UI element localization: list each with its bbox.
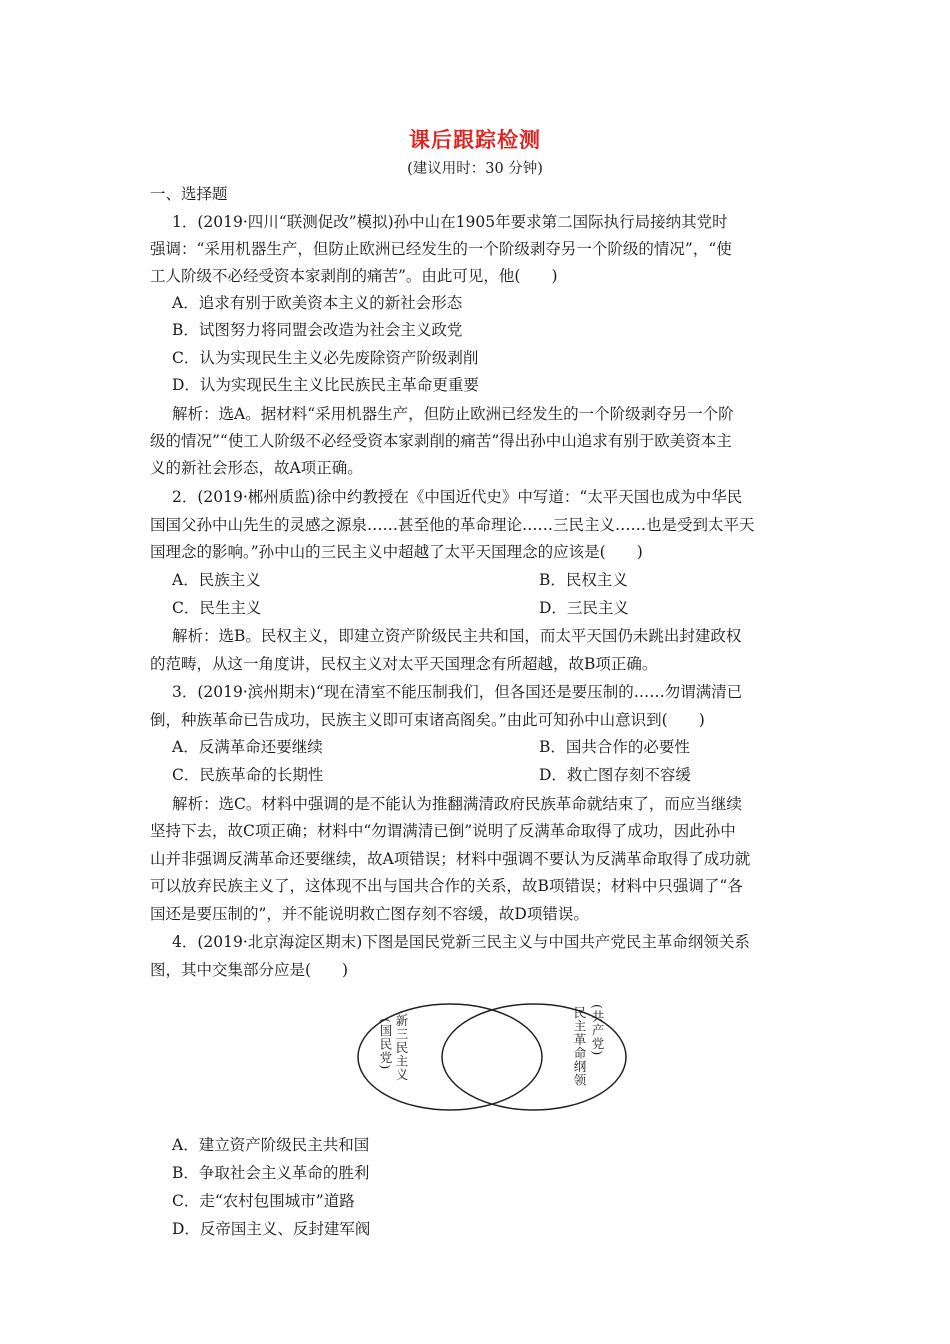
question-3-line: 3．(2019·滨州期末)“现在清室不能压制我们，但各国还是要压制的……勿谓满清已 [172, 683, 743, 701]
question-3-analysis: 可以放弃民族主义了，这体现不出与国共合作的关系，故B项错误；材料中只强调了“各 [150, 877, 743, 895]
question-2-analysis: 解析：选B。民权主义，即建立资产阶级民主共和国，而太平天国仍未跳出封建政权 [172, 627, 742, 645]
question-1-line: 1．(2019·四川“联测促改”模拟)孙中山在1905年要求第二国际执行局接纳其党时 [172, 213, 728, 231]
page-title: 课后跟踪检测 [409, 127, 541, 152]
question-3-analysis: 解析：选C。材料中强调的是不能认为推翻满清政府民族革命就结束了，而应当继续 [172, 795, 742, 813]
page-subtitle: (建议用时：30 分钟) [407, 161, 543, 177]
question-2-option-c: C．民生主义 [172, 599, 262, 617]
question-1-option-c: C．认为实现民生主义必先废除资产阶级剥削 [172, 349, 479, 367]
question-3-analysis: 坚持下去，故C项正确；材料中“勿谓满清已倒”说明了反满革命取得了成功，因此孙中 [150, 822, 736, 840]
question-4-line: 4．(2019·北京海淀区期末)下图是国民党新三民主义与中国共产党民主革命纲领关系 [172, 933, 750, 951]
question-1-analysis: 级的情况”“使工人阶级不必经受资本家剥削的痛苦”得出孙中山追求有别于欧美资本主 [150, 432, 732, 450]
question-4-option-b: B．争取社会主义革命的胜利 [172, 1164, 370, 1182]
question-1-option-b: B．试图努力将同盟会改造为社会主义政党 [172, 321, 463, 339]
question-2-option-d: D．三民主义 [539, 599, 629, 617]
question-4-option-d: D．反帝国主义、反封建军阀 [172, 1220, 371, 1238]
question-3-option-b: B．国共合作的必要性 [539, 738, 690, 756]
question-2-option-b: B．民权主义 [539, 571, 628, 589]
venn-left-sublabel: (国民党) [378, 1018, 393, 1071]
question-4-line: 图，其中交集部分应是( ) [150, 961, 349, 979]
question-1-line: 工人阶级不必经受资本家剥削的痛苦”。由此可见，他( ) [150, 267, 558, 285]
question-4-option-c: C．走“农村包围城市”道路 [172, 1192, 355, 1210]
question-1-option-d: D．认为实现民生主义比民族民主革命更重要 [172, 376, 479, 394]
question-3-option-c: C．民族革命的长期性 [172, 766, 324, 784]
venn-left-label: 新三民主义 [394, 1014, 409, 1082]
question-4-option-a: A．建立资产阶级民主共和国 [172, 1136, 370, 1154]
question-2-line: 国理念的影响。”孙中山的三民主义中超越了太平天国理念的应该是( ) [150, 543, 643, 561]
question-1-analysis: 义的新社会形态，故A项正确。 [150, 459, 363, 477]
question-2-line: 国国父孙中山先生的灵感之源泉……甚至他的革命理论……三民主义……也是受到太平天 [150, 516, 755, 534]
question-3-option-a: A．反满革命还要继续 [172, 738, 323, 756]
question-3-option-d: D．救亡图存刻不容缓 [539, 766, 691, 784]
venn-right-sublabel: (共产党) [590, 1004, 605, 1057]
question-1-line: 强调：“采用机器生产，但防止欧洲已经发生的一个阶级剥夺另一个阶级的情况”，“使 [150, 240, 732, 258]
question-2-option-a: A．民族主义 [172, 571, 261, 589]
question-2-analysis: 的范畴，从这一角度讲，民权主义对太平天国理念有所超越，故B项正确。 [150, 655, 658, 673]
question-1-option-a: A．追求有别于欧美资本主义的新社会形态 [172, 294, 463, 312]
venn-diagram [352, 1000, 632, 1115]
venn-right-label: 民主革命纲领 [572, 1006, 587, 1087]
question-3-analysis: 山并非强调反满革命还要继续，故A项错误；材料中强调不要认为反满革命取得了成功就 [150, 850, 751, 868]
question-1-analysis: 解析：选A。据材料“采用机器生产，但防止欧洲已经发生的一个阶级剥夺另一个阶 [172, 405, 734, 423]
section-heading: 一、选择题 [150, 185, 228, 203]
question-3-analysis: 国还是要压制的”，并不能说明救亡图存刻不容缓，故D项错误。 [150, 905, 589, 923]
question-2-line: 2．(2019·郴州质监)徐中约教授在《中国近代史》中写道：“太平天国也成为中华民 [172, 488, 743, 506]
question-3-line: 倒，种族革命已告成功，民族主义即可束诸高阁矣。”由此可知孙中山意识到( ) [150, 711, 705, 729]
